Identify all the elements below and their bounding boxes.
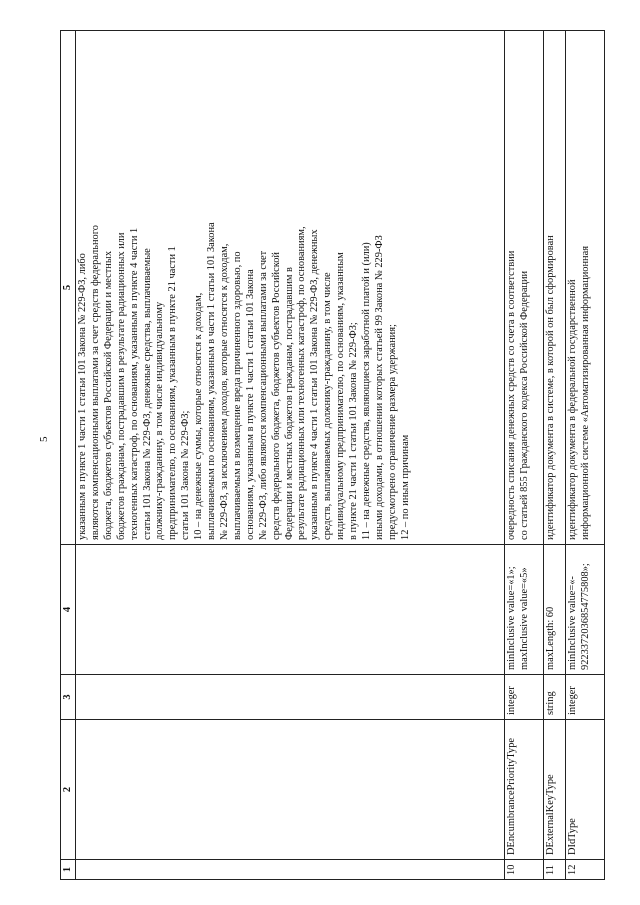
table-row [76, 31, 505, 880]
description-line: выплачиваемым в возмещение вреда причиненного здоровью, по [231, 251, 243, 540]
description-line: указанным в пункте 1 части 1 статьи 101 Закона № 229-ФЗ, либо [77, 253, 88, 540]
table-row [566, 31, 605, 880]
description-line: предпринимателю, по основаниям, указанным в пункте 21 части 1 [167, 246, 179, 540]
description-line: являются компенсационными выплатами за счет средств федерального [89, 225, 101, 540]
description-line: № 229-ФЗ, либо являются компенсационными выплатами за счет [257, 250, 269, 540]
restriction-cell [504, 545, 543, 675]
rotated-page [60, 30, 605, 880]
restriction-line: 9223372036854775808»; [580, 563, 592, 670]
restriction-line: minInclusive value=«- [567, 576, 579, 670]
description-line: 12 – по иным причинам [399, 434, 411, 540]
types-table [60, 30, 605, 880]
base-type-cell [76, 675, 505, 720]
description-line: Федерации и местных бюджетов гражданам, пострадавшим в [283, 267, 295, 540]
restriction-line: minInclusive value=«1»; [505, 566, 517, 670]
description-line: средств федерального бюджета, бюджетов субъектов Российской [270, 252, 282, 540]
header-cell: 3 [61, 675, 76, 720]
page-number: 5 [38, 436, 50, 442]
restriction-cell [566, 545, 605, 675]
type-name-cell: DExternalKeyType [543, 720, 565, 860]
header-cell: 4 [61, 545, 76, 675]
description-line: основаниям, указанным в пункте 1 части 1 статьи 101 Закона [244, 269, 256, 540]
description-cell [504, 31, 543, 545]
description-line: очередность списания денежных средств со счета в соответствии [505, 250, 517, 540]
description-line: 11 – на денежные средства, являющиеся заработной платой и (или) [360, 242, 372, 540]
description-line: идентификатор документа в системе, в которой он был сформирован [544, 235, 556, 540]
description-line: в пункте 21 части 1 статьи 101 Закона № 229-ФЗ; [348, 322, 360, 540]
description-line: техногенных катастроф, по основаниям, указанным в пункте 4 части 1 [128, 227, 140, 540]
restriction-line: maxLength: 60 [544, 606, 556, 670]
description-line: средств, выплачиваемых должнику-гражданину, в том числе [322, 272, 334, 540]
row-number-cell: 12 [566, 860, 605, 880]
header-cell: 2 [61, 720, 76, 860]
description-line: результате радиационных или техногенных катастроф, по основаниям, [296, 226, 308, 540]
table-row [504, 31, 543, 880]
description-line: должнику-гражданину, в том числе индивидуальному [154, 301, 166, 540]
description-line: иными доходами, в отношении которых статьей 99 Закона № 229-ФЗ [373, 235, 385, 540]
description-line: указанным в пункте 4 части 1 статьи 101 Закона № 229-ФЗ, денежных [309, 229, 321, 540]
header-row [61, 31, 76, 880]
description-line: статьи 101 Закона № 229-ФЗ; [180, 410, 192, 540]
base-type-cell: integer [566, 675, 605, 720]
description-line: бюджетов гражданам, пострадавшим в результате радиационных или [115, 232, 127, 540]
type-name-cell: DEncumbrancePriorityType [504, 720, 543, 860]
description-cell [543, 31, 565, 545]
description-line: бюджета, бюджетов субъектов Российской Федерации и местных [102, 250, 114, 540]
description-cell [76, 31, 505, 545]
description-cell [566, 31, 605, 545]
header-cell: 1 [61, 860, 76, 880]
table-body [76, 31, 605, 880]
restriction-cell [543, 545, 565, 675]
description-line: 10 – на денежные суммы, которые относятся к доходам, [193, 292, 205, 540]
description-line: со статьей 855 Гражданского кодекса Российской Федерации [518, 270, 530, 540]
header-cell: 5 [61, 31, 76, 545]
type-name-cell [76, 720, 505, 860]
row-number-cell [76, 860, 505, 880]
base-type-cell: integer [504, 675, 543, 720]
description-line: предусмотрено ограничение размера удержания; [386, 324, 398, 540]
restriction-line: maxInclusive value=«5» [518, 567, 530, 670]
description-line: № 229-ФЗ, за исключением доходов, которые относятся к доходам, [218, 243, 230, 540]
description-line: информационной системе «Автоматизированная информационная [580, 246, 592, 540]
restriction-cell [76, 545, 505, 675]
type-name-cell: DIdType [566, 720, 605, 860]
row-number-cell: 10 [504, 860, 543, 880]
description-line: статьи 101 Закона № 229-ФЗ, денежные средства, выплачиваемые [141, 248, 153, 540]
row-number-cell: 11 [543, 860, 565, 880]
table-row [543, 31, 565, 880]
description-line: выплачиваемым по основаниям, указанным в части 1 статьи 101 Закона [206, 222, 218, 540]
description-line: идентификатор документа в федеральной государственной [567, 279, 579, 540]
description-line: индивидуальному предпринимателю, по основаниям, указанным [335, 252, 347, 540]
base-type-cell: string [543, 675, 565, 720]
